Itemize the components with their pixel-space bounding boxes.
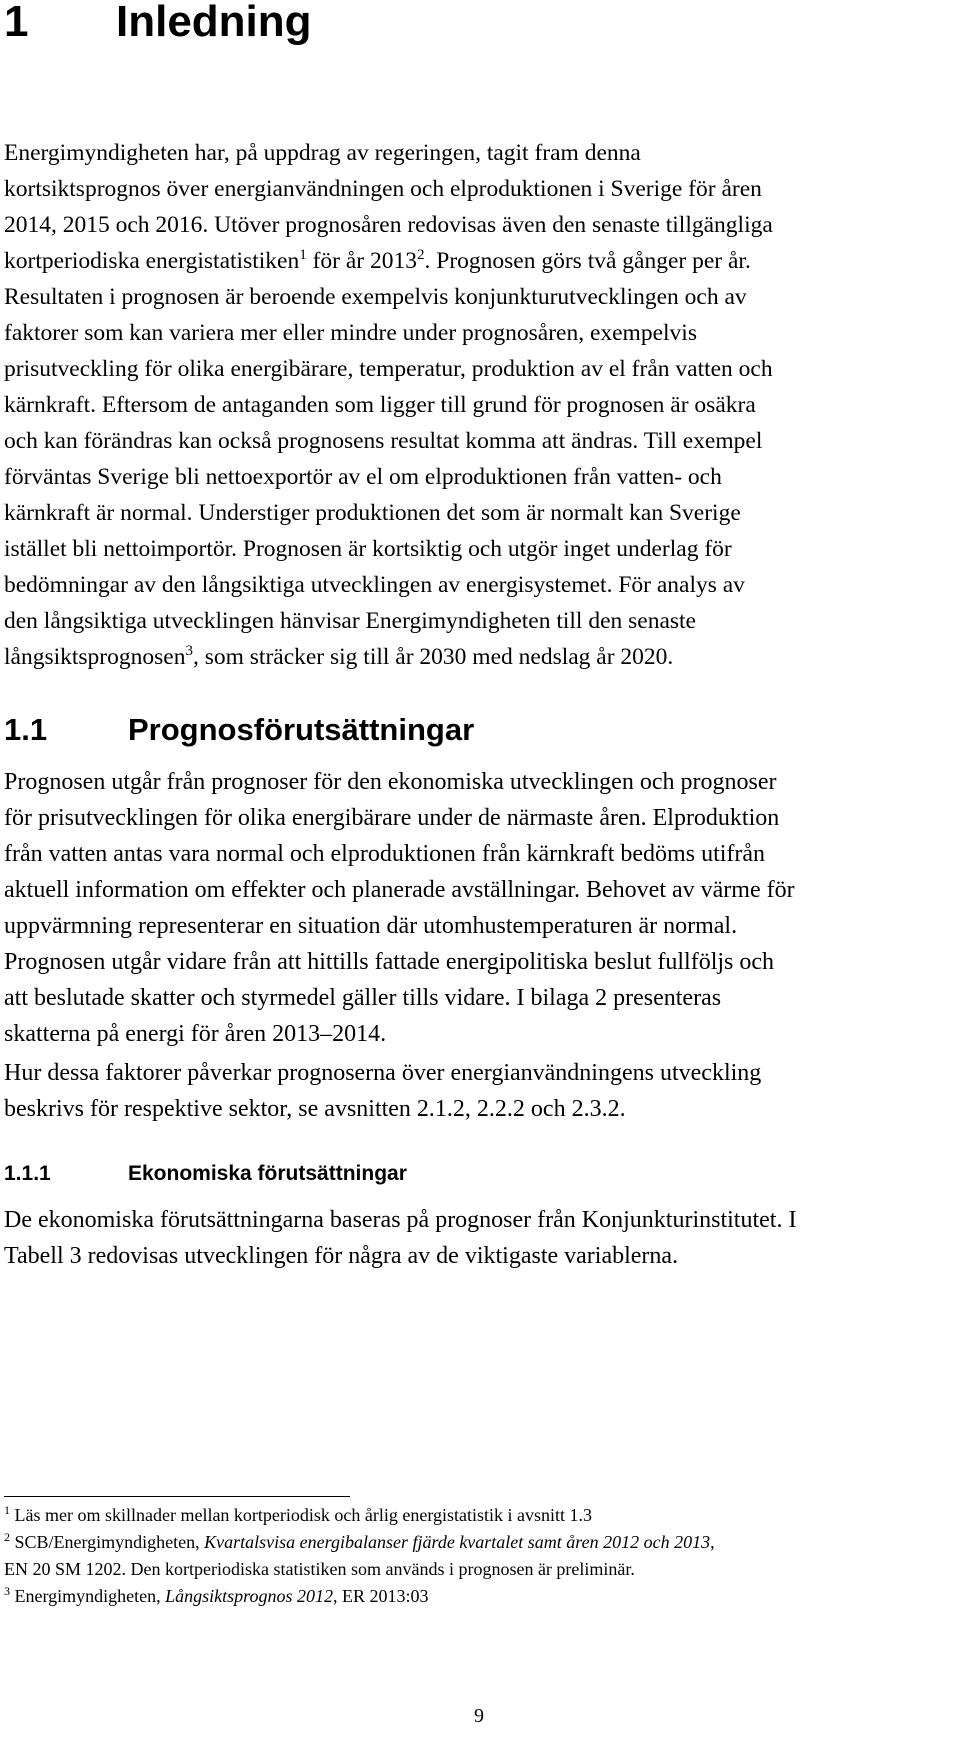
text-line: 2014, 2015 och 2016. Utöver prognosåren redovisas även den senaste tillgängliga [4, 212, 773, 238]
footnote-text: Energimyndigheten, [10, 1586, 166, 1606]
subsection-heading [4, 1160, 407, 1188]
section-heading [4, 710, 474, 750]
footnote-text: Läs mer om skillnader mellan kortperiodisk och årlig energistatistik i avsnitt 1.3 [10, 1505, 593, 1525]
text-segment: , som sträcker sig till år 2030 med nedslag år 2020. [192, 644, 674, 670]
factors-paragraph [4, 1055, 761, 1127]
footnote-separator [4, 1496, 350, 1497]
text-line: bedömningar av den långsiktiga utvecklingen av energisystemet. För analys av [4, 572, 745, 598]
footnote-text: SCB/Energimyndigheten, [10, 1532, 205, 1552]
text-line: beskrivs för respektive sektor, se avsnitten 2.1.2, 2.2.2 och 2.3.2. [4, 1096, 626, 1122]
text-line: aktuell information om effekter och planerade avställningar. Behovet av värme för [4, 877, 795, 903]
footnote-2 [4, 1529, 715, 1556]
text-line: kärnkraft. Eftersom de antaganden som ligger till grund för prognosen är osäkra [4, 392, 756, 418]
text-line: uppvärmning representerar en situation där utomhustemperaturen är normal. [4, 913, 738, 939]
footnote-number: 3 [4, 1584, 10, 1598]
text-line: för prisutvecklingen för olika energibärare under de närmaste åren. Elproduktion [4, 805, 780, 831]
text-line: istället bli nettoimportör. Prognosen är kortsiktig och utgör inget underlag för [4, 536, 732, 562]
chapter-number: 1 [4, 0, 29, 46]
footnote-number: 2 [4, 1530, 10, 1544]
footnote-number: 1 [4, 1503, 10, 1517]
text-line: Prognosen utgår vidare från att hittills fattade energipolitiska beslut fullföljs och [4, 949, 775, 975]
text-line: skatterna på energi för åren 2013–2014. [4, 1021, 387, 1047]
subsection-number: 1.1.1 [4, 1162, 51, 1185]
page-number: 9 [474, 1705, 484, 1727]
chapter-title: Inledning [116, 0, 312, 46]
text-line: prisutveckling för olika energibärare, temperatur, produktion av el från vatten och [4, 356, 773, 382]
footnote-text: , ER 2013:03 [333, 1586, 429, 1606]
text-line: att beslutade skatter och styrmedel gäller tills vidare. I bilaga 2 presenteras [4, 985, 722, 1011]
text-line: förväntas Sverige bli nettoexportör av el om elproduktionen från vatten- och [4, 464, 722, 490]
text-line: från vatten antas vara normal och elproduktionen från kärnkraft bedöms utifrån [4, 841, 766, 867]
footnote-ref-1[interactable]: 1 [299, 247, 307, 263]
footnote-2-continued: EN 20 SM 1202. Den kortperiodiska statistiken som används i prognosen är preliminär. [4, 1559, 635, 1579]
footnote-text: , [710, 1532, 715, 1552]
text-line: Tabell 3 redovisas utvecklingen för några av de viktigaste variablerna. [4, 1243, 679, 1269]
text-line: De ekonomiska förutsättningarna baseras på prognoser från Konjunkturinstitutet. I [4, 1207, 797, 1233]
text-line: kortsiktsprognos över energianvändningen och elproduktionen i Sverige för åren [4, 176, 762, 202]
section-title: Prognosförutsättningar [128, 712, 475, 747]
assumptions-paragraph [4, 764, 795, 1052]
footnote-title: Kvartalsvisa energibalanser fjärde kvartalet samt åren 2012 och 2013 [204, 1532, 711, 1552]
chapter-heading [4, 0, 312, 50]
footnote-3 [4, 1583, 715, 1610]
text-line: Hur dessa faktorer påverkar prognoserna över energianvändningens utveckling [4, 1060, 762, 1086]
text-line [4, 639, 773, 675]
text-segment: för år 2013 [306, 248, 418, 274]
text-line [4, 243, 773, 279]
text-segment: långsiktsprognosen [4, 644, 186, 670]
subsection-title: Ekonomiska förutsättningar [128, 1162, 407, 1185]
text-line: Resultaten i prognosen är beroende exempelvis konjunkturutvecklingen och av [4, 284, 747, 310]
section-number: 1.1 [4, 712, 48, 747]
text-line: och kan förändras kan också prognosens resultat komma att ändras. Till exempel [4, 428, 763, 454]
text-line: Prognosen utgår från prognoser för den ekonomiska utvecklingen och prognoser [4, 769, 777, 795]
footnote-1 [4, 1502, 715, 1529]
footnote-ref-2[interactable]: 2 [417, 247, 425, 263]
text-line: faktorer som kan variera mer eller mindre under prognosåren, exempelvis [4, 320, 697, 346]
text-line: den långsiktiga utvecklingen hänvisar Energimyndigheten till den senaste [4, 608, 696, 634]
intro-paragraph [4, 135, 773, 675]
text-line: kärnkraft är normal. Understiger produktionen det som är normalt kan Sverige [4, 500, 741, 526]
footnote-title: Långsiktsprognos 2012 [165, 1586, 333, 1606]
text-line: Energimyndigheten har, på uppdrag av regeringen, tagit fram denna [4, 140, 641, 166]
footnote-ref-3[interactable]: 3 [185, 643, 193, 659]
text-segment: . Prognosen görs två gånger per år. [424, 248, 751, 274]
footnotes [4, 1502, 715, 1610]
economics-paragraph [4, 1202, 796, 1274]
text-segment: kortperiodiska energistatistiken [4, 248, 300, 274]
